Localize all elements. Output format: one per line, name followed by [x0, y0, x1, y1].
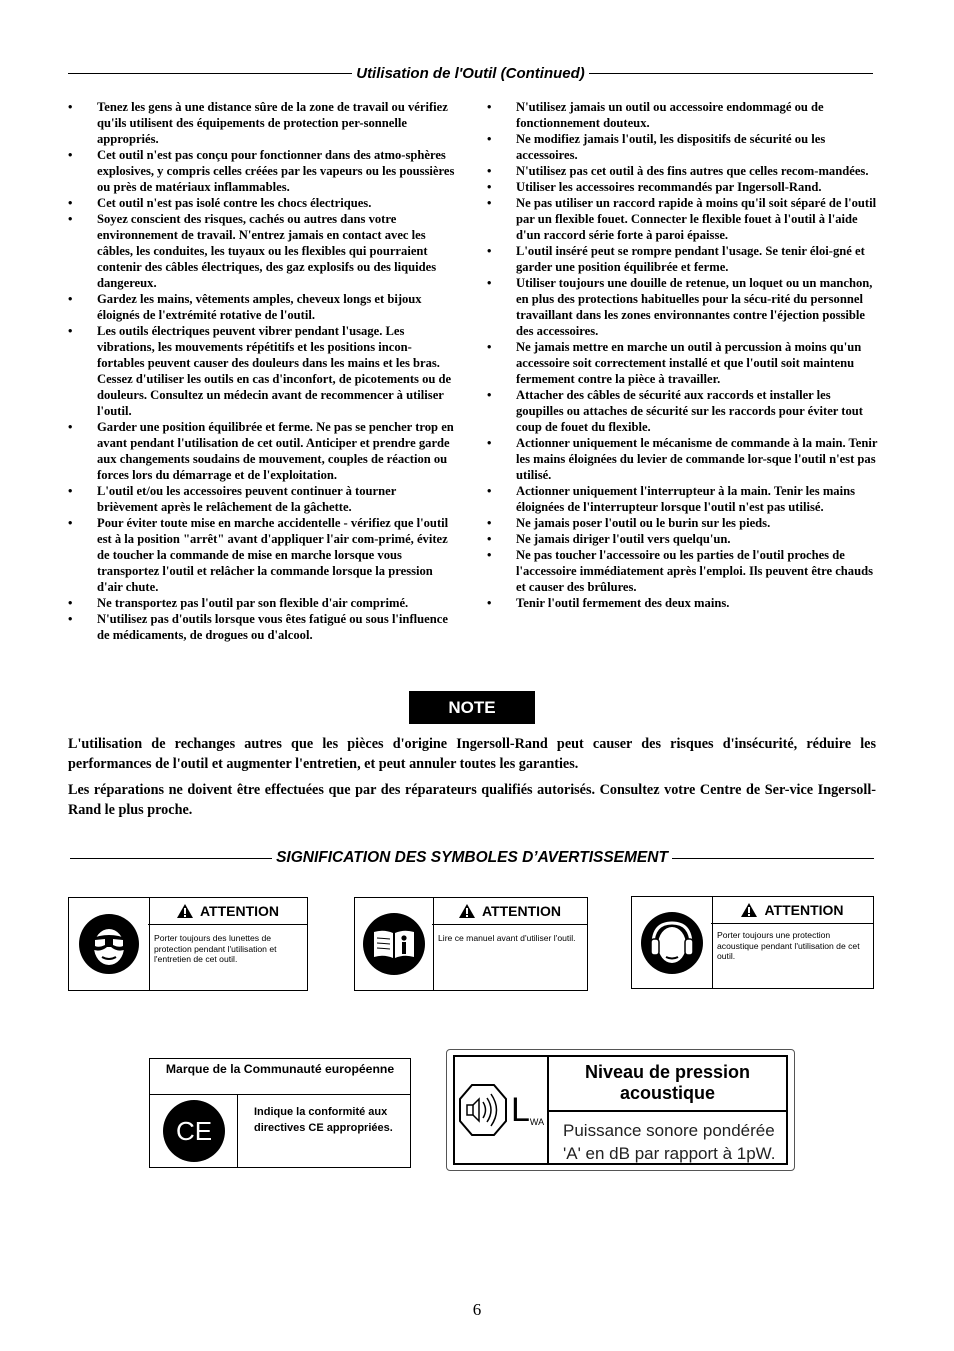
bullet-item: • Utiliser les accessoires recommandés par Ingersoll-Rand. — [487, 179, 878, 195]
bullet-item: • N'utilisez jamais un outil ou accessoire endommagé ou de fonctionnement douteux. — [487, 99, 878, 131]
section-title: Utilisation de l'Outil (Continued) — [356, 65, 585, 82]
lwa-symbol-subscript: WA — [529, 1117, 545, 1127]
ce-mark-icon — [150, 1095, 238, 1167]
ear-protection-icon — [632, 897, 713, 988]
bullet-item: • Ne jamais mettre en marche un outil à percussion à moins qu'un accessoire soit correctement installé et que l'outil soit maintenu fermement contre la pièce à travailler. — [487, 339, 878, 387]
symbols-section-title: SIGNIFICATION DES SYMBOLES D’AVERTISSEMENT — [276, 849, 668, 866]
bullet-item: • Attacher des câbles de sécurité aux raccords et installer les goupilles ou attaches de sécurité sur les raccords pour éviter tout coup de fouet du flexible. — [487, 387, 878, 435]
sound-power-card — [446, 1049, 795, 1171]
bullet-item: • Gardez les mains, vêtements amples, cheveux longs et bijoux éloignés de l'extrémité rotative de l'outil. — [68, 291, 456, 323]
bullet-item: • Ne jamais diriger l'outil vers quelqu'un. — [487, 531, 878, 547]
bullet-item: • Ne jamais poser l'outil ou le burin sur les pieds. — [487, 515, 878, 531]
bullet-item: • Cet outil n'est pas isolé contre les chocs électriques. — [68, 195, 456, 211]
ce-card-title: Marque de la Communauté européenne — [150, 1059, 410, 1095]
bullet-item: • Ne pas utiliser un raccord rapide à moins qu'il soit séparé de l'outil par un flexible fouet. Connecter le flexible fouet à l'outil à l'aide d'un raccord série forte à paroi épaisse. — [487, 195, 878, 243]
warning-triangle-icon — [740, 902, 758, 918]
warning-triangle-icon — [176, 903, 194, 919]
bullet-item: • Les outils électriques peuvent vibrer pendant l'usage. Les vibrations, les mouvements répétitifs et les positions incon-fortables peuvent causer des douleurs dans les mains et les bras. Cessez d'utiliser les outils en cas d'inconfort, de picotements ou de douleurs. Consultez un médecin avant de recommencer à utiliser l'outil. — [68, 323, 456, 419]
bullet-item: • Ne pas toucher l'accessoire ou les parties de l'outil proches de l'accessoire immédiatement après l'emploi. Ils peuvent être chauds et causer des brûlures. — [487, 547, 878, 595]
bullet-item: • Utiliser toujours une douille de retenue, un loquet ou un manchon, en plus des protections habituelles pour la sécu-rité du personnel travaillant dans les zones environnantes contre l'éjection possible des accessoires. — [487, 275, 878, 339]
rule-left — [70, 858, 272, 859]
bullet-item: • Actionner uniquement l'interrupteur à la main. Tenir les mains éloignées de l'interrupteur lorsque l'outil n'est pas utilisé. — [487, 483, 878, 515]
warning-card-heading — [148, 898, 307, 925]
warning-card-goggles — [68, 897, 308, 991]
bullet-item: • L'outil inséré peut se rompre pendant l'usage. Se tenir éloi-gné et garder une position équilibrée et ferme. — [487, 243, 878, 275]
bullet-item: • L'outil et/ou les accessoires peuvent continuer à tourner brièvement après le relâchement de la gâchette. — [68, 483, 456, 515]
bullet-item: • Ne modifiez jamais l'outil, les dispositifs de sécurité ou les accessoires. — [487, 131, 878, 163]
warning-card-heading — [711, 897, 873, 924]
sound-power-title: Niveau de pression acoustique — [549, 1057, 786, 1112]
sound-power-card-inner — [453, 1055, 788, 1165]
rule-right — [589, 73, 873, 74]
warning-card-heading-label: ATTENTION — [481, 903, 562, 919]
warning-card-manual — [354, 897, 588, 991]
sound-power-icon — [455, 1057, 549, 1163]
warning-card-text: Lire ce manuel avant d'utiliser l'outil. — [438, 933, 576, 943]
bullet-item: • Ne transportez pas l'outil par son flexible d'air comprimé. — [68, 595, 456, 611]
lwa-symbol: L — [511, 1091, 530, 1129]
bullet-item: • Pour éviter toute mise en marche accidentelle - vérifiez que l'outil est à la position "arrêt" avant d'appliquer l'air com-primé, évitez de toucher la commande de mise en marche lorsque vous transportez l'outil et relâcher la commande lorsque la pression d'air chute. — [68, 515, 456, 595]
warning-card-ear — [631, 896, 874, 989]
note-paragraph-1: L'utilisation de rechanges autres que les pièces d'origine Ingersoll-Rand peut causer des risques d'insécurité, réduire les performances de l'outil et augmenter l'entretien, et peut annuler toutes les garanties. — [68, 736, 876, 772]
symbols-section-header — [70, 849, 874, 867]
page-number: 6 — [472, 1300, 482, 1319]
note-badge: NOTE — [409, 691, 535, 724]
ce-card-text: Indique la conformité aux directives CE appropriées. — [254, 1106, 393, 1134]
safety-goggles-icon — [69, 898, 150, 990]
bullet-item: • Tenir l'outil fermement des deux mains. — [487, 595, 878, 611]
warning-triangle-icon — [458, 903, 476, 919]
warning-card-text: Porter toujours une protection acoustique pendant l'utilisation de cet outil. — [717, 930, 860, 961]
ce-mark-text: CE — [175, 1116, 212, 1146]
bullet-list-left — [68, 99, 456, 643]
bullet-item: • Tenez les gens à une distance sûre de la zone de travail ou vérifiez qu'ils utilisent des équipements de protection per-sonnelle appropriés. — [68, 99, 456, 147]
bullet-item: • N'utilisez pas d'outils lorsque vous êtes fatigué ou sous l'influence de médicaments, de drogues ou d'alcool. — [68, 611, 456, 643]
sound-power-text: Puissance sonore pondérée 'A' en dB par rapport à 1pW. — [563, 1121, 776, 1163]
right-column — [487, 99, 878, 611]
warning-card-heading-label: ATTENTION — [764, 902, 844, 918]
bullet-list-right — [487, 99, 878, 611]
bullet-item: • Cet outil n'est pas conçu pour fonctionner dans des atmo-sphères explosives, y compris celles créées par les vapeurs ou les poussières ou près de matériaux inflammables. — [68, 147, 456, 195]
left-column — [68, 99, 456, 643]
section-header — [68, 65, 873, 82]
warning-card-text: Porter toujours des lunettes de protection pendant l'utilisation et l'entretien de cet outil. — [154, 933, 277, 964]
bullet-item: • Garder une position équilibrée et ferme. Ne pas se pencher trop en avant pendant l'utilisation de cet outil. Anticiper et prendre garde aux changements soudains de mouvement, couples de réaction ou forces lors du démarrage et de l'exploitation. — [68, 419, 456, 483]
ce-mark-card — [149, 1058, 411, 1168]
bullet-item: • N'utilisez pas cet outil à des fins autres que celles recom-mandées. — [487, 163, 878, 179]
note-paragraph-2: Les réparations ne doivent être effectuées que par des réparateurs qualifiés autorisés. Consultez votre Centre de Ser-vice Ingersoll-Rand le plus proche. — [68, 782, 876, 818]
read-manual-icon — [355, 898, 434, 990]
rule-left — [68, 73, 352, 74]
rule-right — [672, 858, 874, 859]
warning-card-heading — [432, 898, 587, 925]
bullet-item: • Soyez conscient des risques, cachés ou autres dans votre environnement de travail. N'entrez jamais en contact avec les câbles, les conduites, les tuyaux ou les flexibles qui pourraient contenir des câbles électriques, des gaz explosifs ou des liquides dangereux. — [68, 211, 456, 291]
bullet-item: • Actionner uniquement le mécanisme de commande à la main. Tenir les mains éloignées du levier de commande lor-sque l'outil n'est pas utilisé. — [487, 435, 878, 483]
warning-card-heading-label: ATTENTION — [199, 903, 280, 919]
